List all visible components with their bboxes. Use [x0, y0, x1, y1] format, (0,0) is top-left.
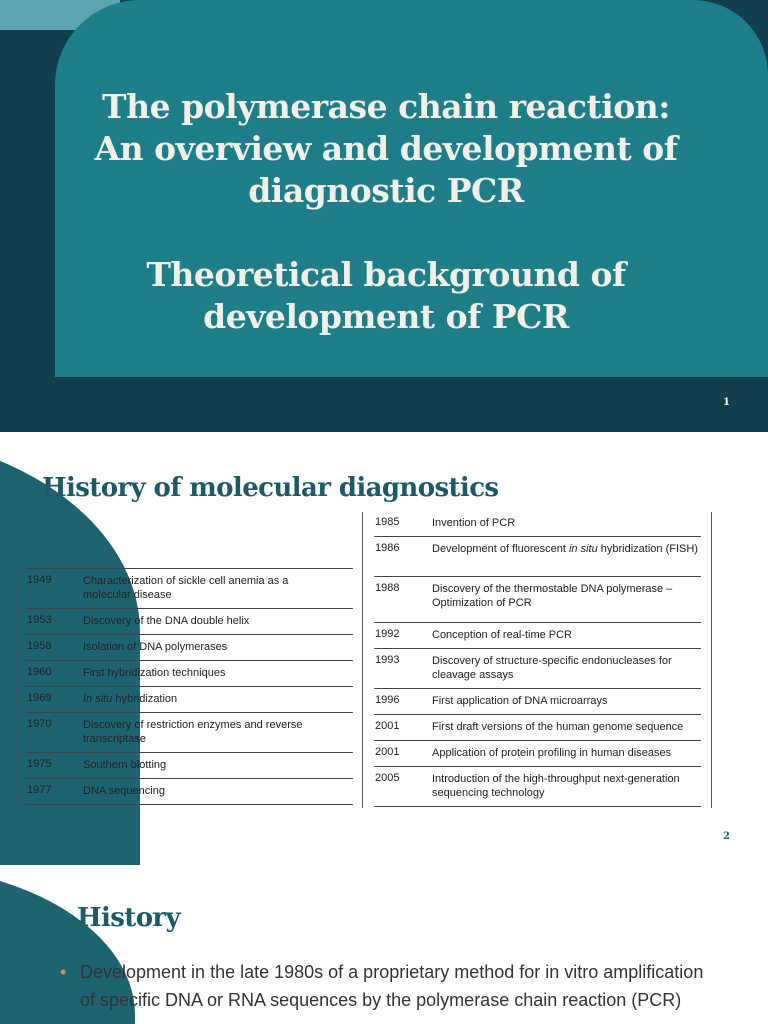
- row-year: 2005: [375, 772, 400, 784]
- row-year: 1988: [375, 582, 400, 594]
- row-year: 1992: [375, 628, 400, 640]
- row-text: Conception of real-time PCR: [432, 629, 573, 641]
- table-row: [18, 686, 353, 712]
- table-row: [362, 576, 712, 622]
- row-text-lead: Development of fluorescent: [432, 543, 569, 555]
- title-line: An overview and development of: [94, 129, 678, 168]
- table-row: [362, 688, 712, 714]
- table-row: [18, 608, 353, 634]
- row-year: 1986: [375, 542, 400, 554]
- row-italic-term: in situ: [568, 543, 598, 555]
- history-table-right: [362, 512, 712, 812]
- subtitle-line: development of PCR: [203, 297, 569, 336]
- table-row: [18, 568, 353, 608]
- row-text: Discovery of the thermostable DNA polymerase – Optimization of PCR: [432, 583, 673, 609]
- subtitle-line: Theoretical background of: [146, 255, 626, 294]
- row-year: 1977: [27, 784, 52, 796]
- table-row: [18, 752, 353, 778]
- row-description: [83, 718, 338, 746]
- row-divider: [374, 806, 701, 807]
- row-year: 1996: [375, 694, 400, 706]
- row-description: [432, 628, 700, 642]
- row-description: [83, 666, 338, 680]
- history-table-left: [18, 568, 353, 808]
- table-row: [18, 660, 353, 686]
- row-description: [83, 758, 338, 772]
- row-text: Southern blotting: [83, 759, 167, 771]
- bullet-text: Development in the late 1980s of a proprietary method for in vitro amplification of specific DNA or RNA sequences by the polymerase chain reaction (PCR): [80, 962, 704, 1010]
- table-row: [18, 634, 353, 660]
- row-text: Application of protein profiling in human diseases: [432, 747, 672, 759]
- page-number: 2: [723, 831, 730, 842]
- row-description: [83, 640, 338, 654]
- row-text: Discovery of restriction enzymes and reverse transcriptase: [83, 719, 303, 745]
- row-text: First hybridization techniques: [83, 667, 226, 679]
- row-year: 1985: [375, 516, 400, 528]
- row-text: hybridization: [112, 693, 178, 705]
- title-line: The polymerase chain reaction:: [102, 87, 670, 126]
- row-description: [432, 772, 700, 800]
- row-year: 1969: [27, 692, 52, 704]
- row-year: 2001: [375, 746, 400, 758]
- table-row: [362, 740, 712, 766]
- row-year: 1953: [27, 614, 52, 626]
- bullet-dot-icon: •: [60, 962, 67, 982]
- table-row: [362, 622, 712, 648]
- row-year: 1975: [27, 758, 52, 770]
- slide-title: [55, 86, 717, 212]
- slide-subtitle: [55, 254, 717, 338]
- slide-title: History: [77, 903, 181, 933]
- row-text: Isolation of DNA polymerases: [83, 641, 228, 653]
- row-description: [83, 574, 338, 602]
- page-number: 1: [723, 397, 730, 408]
- row-description: [83, 614, 338, 628]
- table-row: [18, 778, 353, 804]
- row-italic-term: In situ: [83, 693, 113, 705]
- row-description: [432, 720, 700, 734]
- slide-3[interactable]: [0, 865, 768, 1024]
- row-divider: [26, 804, 353, 805]
- row-year: 1970: [27, 718, 52, 730]
- row-year: 1960: [27, 666, 52, 678]
- row-year: 1949: [27, 574, 52, 586]
- row-text: DNA sequencing: [83, 785, 165, 797]
- row-description: [432, 542, 700, 556]
- table-row: [362, 510, 712, 536]
- row-text: Invention of PCR: [432, 517, 516, 529]
- row-text: Discovery of structure-specific endonucleases for cleavage assays: [432, 655, 672, 681]
- row-text: Discovery of the DNA double helix: [83, 615, 250, 627]
- row-text: First draft versions of the human genome sequence: [432, 721, 684, 733]
- row-year: 1958: [27, 640, 52, 652]
- row-description: [432, 746, 700, 760]
- table-row: [362, 648, 712, 688]
- slide-title: History of molecular diagnostics: [42, 473, 499, 503]
- row-description: [432, 654, 700, 682]
- table-row: [362, 536, 712, 576]
- row-text: hybridization (FISH): [597, 543, 698, 555]
- row-description: [432, 582, 700, 610]
- table-row: [18, 712, 353, 752]
- slide-2[interactable]: [0, 432, 768, 865]
- row-description: [83, 784, 338, 798]
- row-year: 1993: [375, 654, 400, 666]
- row-description: [83, 692, 338, 706]
- row-text: Characterization of sickle cell anemia as a molecular disease: [83, 575, 289, 601]
- table-row: [362, 766, 712, 806]
- row-description: [432, 694, 700, 708]
- row-description: [432, 516, 700, 530]
- row-text: First application of DNA microarrays: [432, 695, 608, 707]
- table-row: [362, 714, 712, 740]
- title-line: diagnostic PCR: [248, 171, 524, 210]
- row-text: Introduction of the high-throughput next-generation sequencing technology: [432, 773, 680, 799]
- slide-1[interactable]: [0, 0, 768, 432]
- row-year: 2001: [375, 720, 400, 732]
